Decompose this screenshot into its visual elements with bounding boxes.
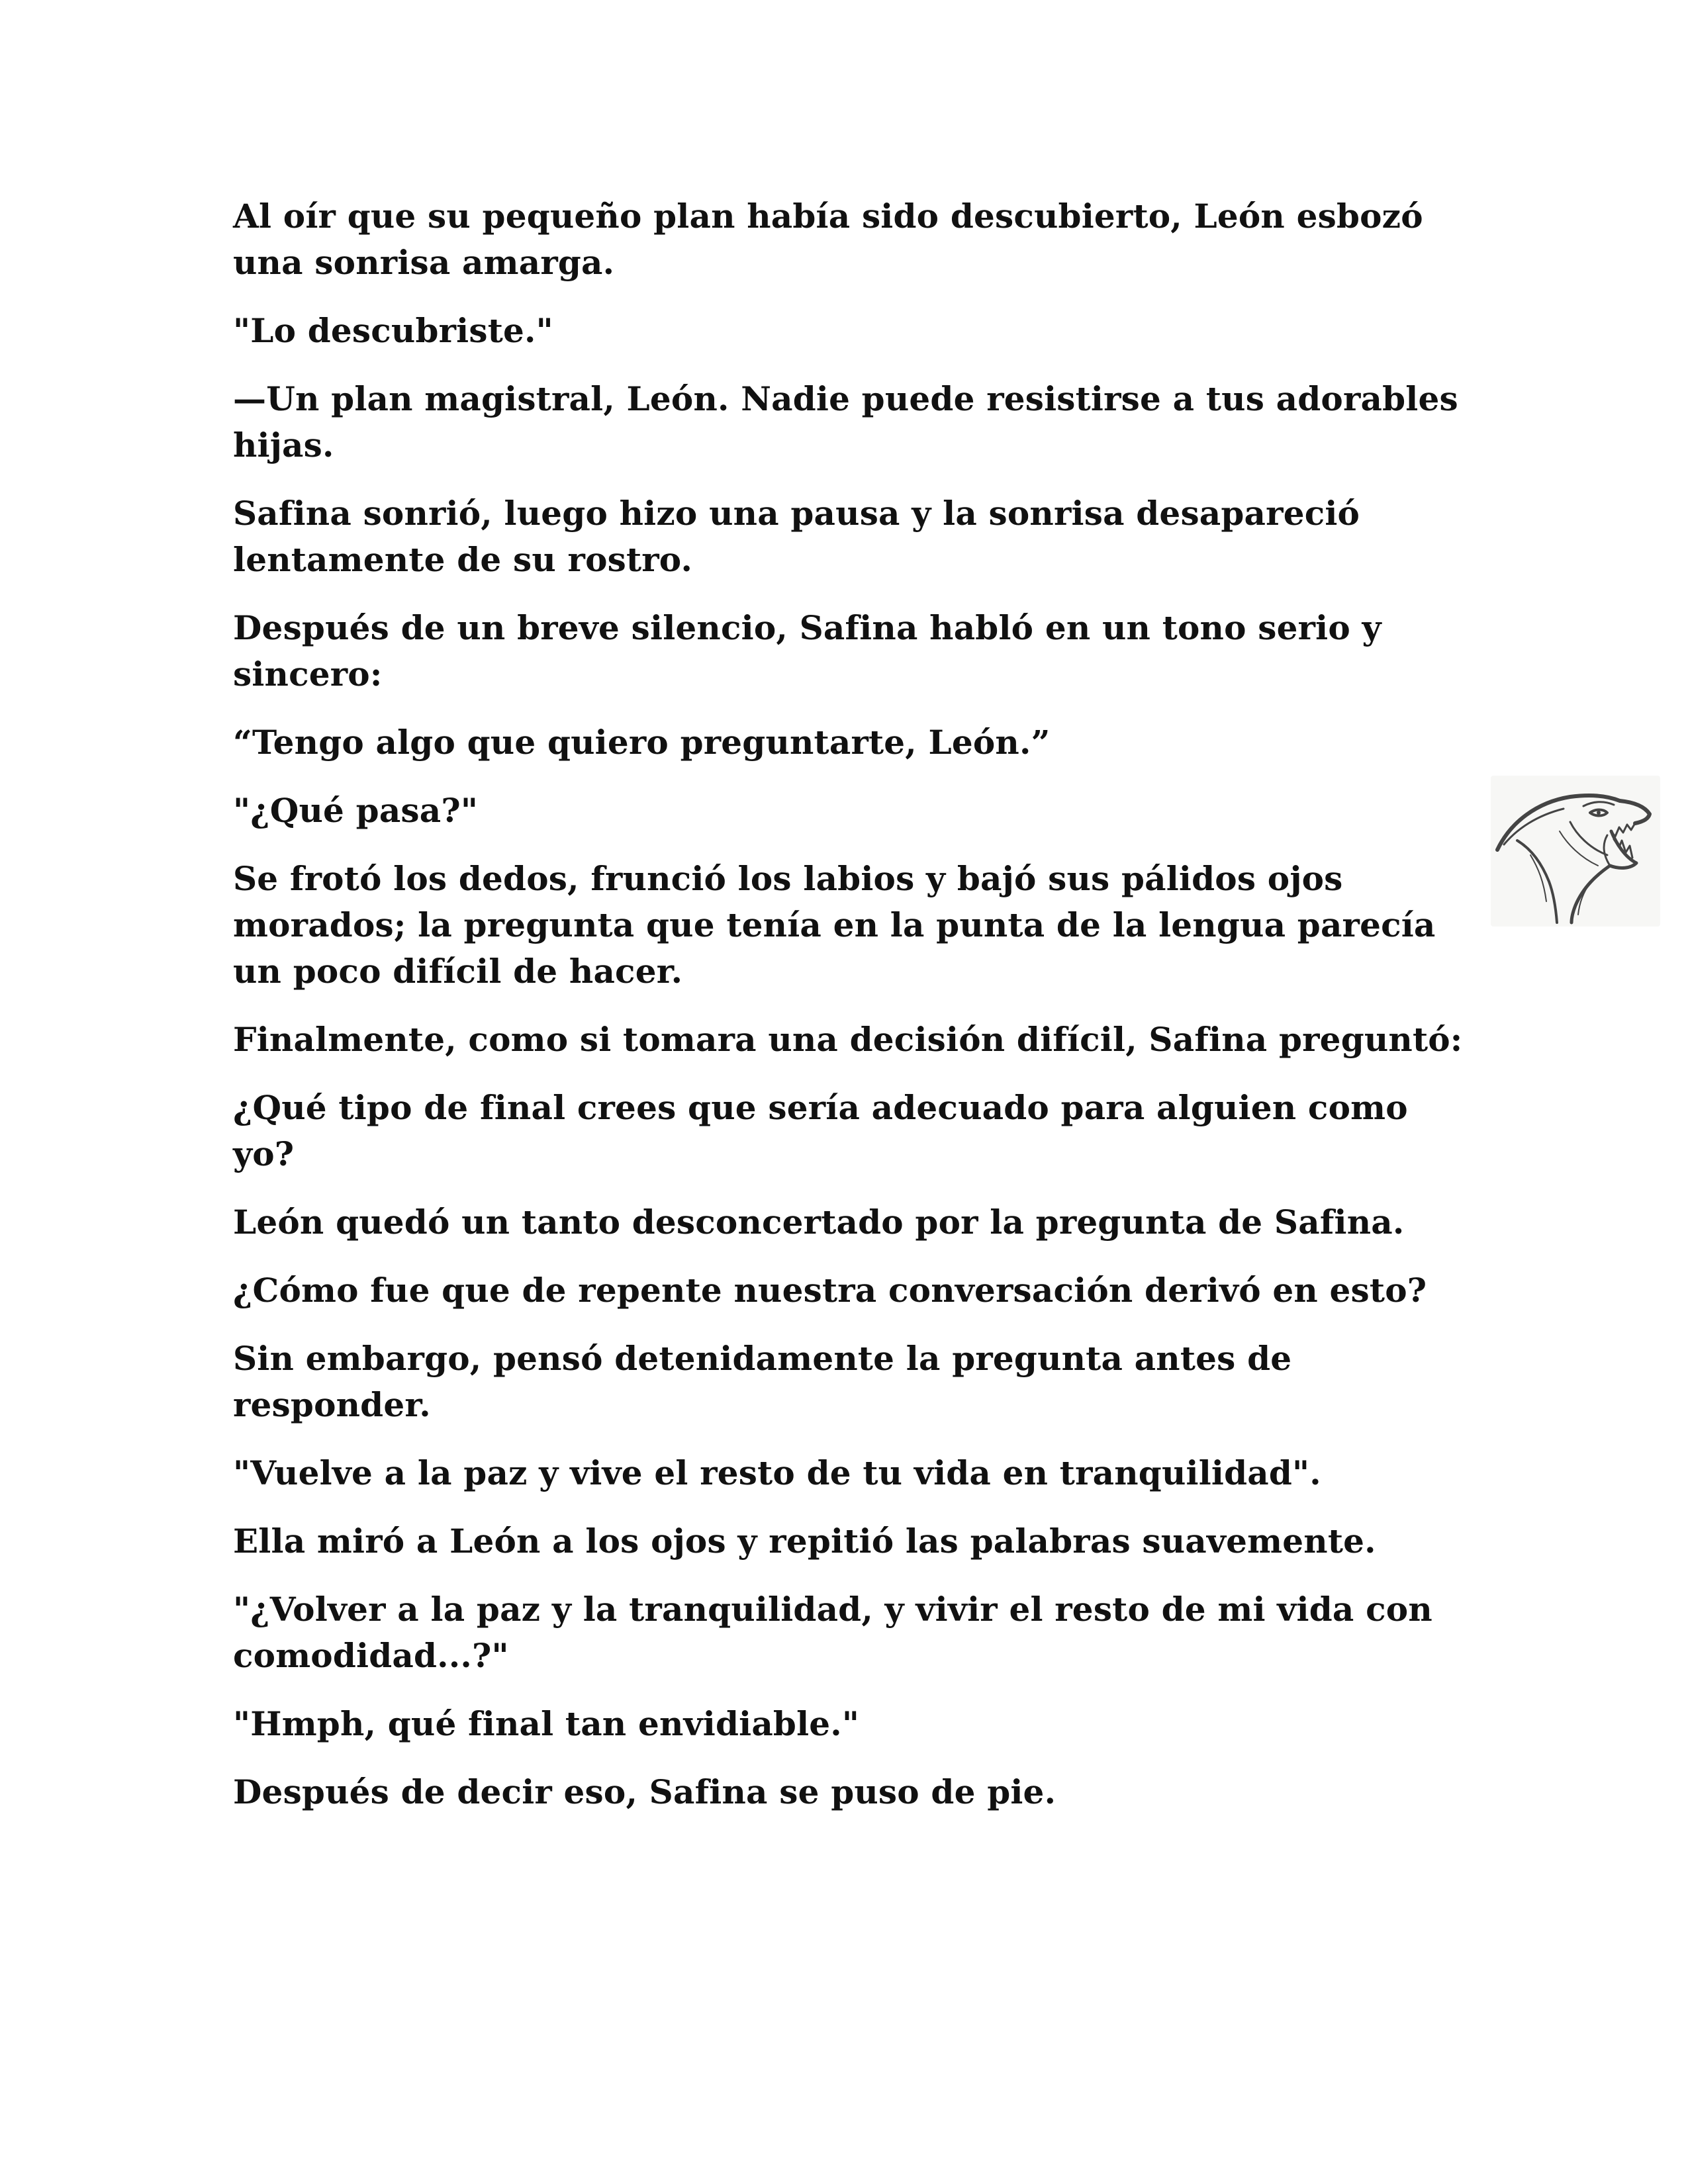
paragraph: ¿Cómo fue que de repente nuestra conversación derivó en esto? — [233, 1271, 1427, 1310]
body-text — [233, 193, 1464, 1837]
paragraph: "Hmph, qué final tan envidiable." — [233, 1704, 860, 1743]
paragraph: Sin embargo, pensó detenidamente la pregunta antes de responder. — [233, 1339, 1292, 1424]
paragraph: Ella miró a León a los ojos y repitió las palabras suavemente. — [233, 1522, 1376, 1561]
paragraph: "¿Volver a la paz y la tranquilidad, y vivir el resto de mi vida con comodidad...?" — [233, 1590, 1432, 1675]
paragraph: Después de un breve silencio, Safina habló en un tono serio y sincero: — [233, 608, 1382, 694]
paragraph: "¿Qué pasa?" — [233, 791, 479, 830]
paragraph: Después de decir eso, Safina se puso de pie. — [233, 1772, 1056, 1811]
paragraph: —Un plan magistral, León. Nadie puede resistirse a tus adorables hijas. — [233, 379, 1458, 465]
paragraph: "Lo descubriste." — [233, 311, 553, 350]
paragraph: León quedó un tanto desconcertado por la pregunta de Safina. — [233, 1203, 1405, 1242]
paragraph: Safina sonrió, luego hizo una pausa y la sonrisa desapareció lentamente de su rostro. — [233, 494, 1360, 579]
paragraph: "Vuelve a la paz y vive el resto de tu vida en tranquilidad". — [233, 1453, 1321, 1492]
paragraph: Finalmente, como si tomara una decisión difícil, Safina preguntó: — [233, 1020, 1463, 1059]
paragraph: “Tengo algo que quiero preguntarte, León.” — [233, 723, 1051, 762]
paragraph: ¿Qué tipo de final crees que sería adecuado para alguien como yo? — [233, 1088, 1408, 1173]
paragraph: Se frotó los dedos, frunció los labios y bajó sus pálidos ojos morados; la pregunta que tenía en la punta de la lengua parecía un poco difícil de hacer. — [233, 859, 1436, 991]
paragraph: Al oír que su pequeño plan había sido descubierto, León esbozó una sonrisa amarga. — [233, 197, 1423, 282]
dinosaur-head-sketch-icon — [1491, 776, 1660, 927]
